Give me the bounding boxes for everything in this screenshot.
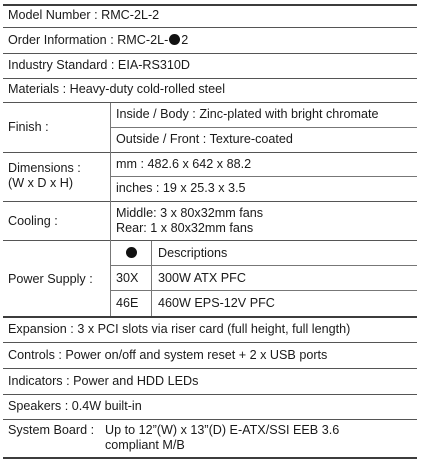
power-supply-header-desc: Descriptions — [158, 246, 228, 260]
inner-rule — [111, 176, 417, 177]
row-rule — [3, 342, 417, 343]
inner-rule — [111, 127, 417, 128]
power-supply-desc-46e: 460W EPS-12V PFC — [158, 296, 275, 310]
model-number-label: Model Number : — [8, 8, 98, 22]
power-code-divider — [151, 241, 152, 316]
row-rule — [3, 201, 417, 202]
industry-standard-label: Industry Standard : — [8, 58, 115, 72]
dimensions-inches-value: 19 x 25.3 x 3.5 — [162, 181, 246, 195]
black-dot-icon — [169, 34, 180, 45]
system-board-value: Up to 12”(W) x 13”(D) E-ATX/SSI EEB 3.6 compliant M/B — [105, 423, 340, 452]
order-information-row — [8, 33, 188, 48]
row-rule — [3, 53, 417, 54]
dimensions-label-line2: (W x D x H) — [8, 176, 74, 190]
controls-label: Controls : — [8, 348, 62, 362]
industry-standard-value: EIA-RS310D — [117, 58, 191, 72]
label-column-divider — [110, 103, 111, 316]
dimensions-mm-value: 482.6 x 642 x 88.2 — [147, 157, 252, 171]
indicators-value: Power and HDD LEDs — [73, 374, 199, 388]
inner-rule — [111, 290, 417, 291]
finish-inside-value: Zinc-plated with bright chromate — [199, 107, 379, 121]
finish-outside-value: Texture-coated — [209, 132, 293, 146]
controls-row — [8, 348, 327, 363]
row-rule — [3, 394, 417, 395]
system-board-label: System Board : — [8, 423, 95, 437]
order-information-label: Order Information : — [8, 33, 114, 47]
dimensions-mm — [116, 157, 251, 172]
order-information-prefix: RMC-2L- — [117, 33, 169, 47]
power-supply-desc-30x: 300W ATX PFC — [158, 271, 246, 285]
table-top-rule — [3, 4, 417, 6]
dimensions-inches — [116, 181, 246, 196]
power-supply-label: Power Supply : — [8, 272, 93, 286]
cooling-middle: Middle: 3 x 80x32mm fans — [116, 206, 263, 220]
row-rule — [3, 240, 417, 241]
cooling-label: Cooling : — [8, 214, 58, 228]
indicators-row — [8, 374, 198, 389]
materials-value: Heavy-duty cold-rolled steel — [69, 82, 225, 96]
speakers-value: 0.4W built-in — [71, 399, 142, 413]
order-information-suffix: 2 — [181, 33, 189, 47]
dimensions-inches-label: inches : — [116, 181, 160, 195]
finish-outside — [116, 132, 293, 147]
power-supply-header-marker — [125, 246, 138, 261]
industry-standard-row — [8, 58, 190, 73]
row-rule — [3, 419, 417, 420]
controls-value: Power on/off and system reset + 2 x USB ports — [65, 348, 328, 362]
speakers-label: Speakers : — [8, 399, 69, 413]
indicators-label: Indicators : — [8, 374, 70, 388]
cooling-rear: Rear: 1 x 80x32mm fans — [116, 221, 254, 235]
finish-inside — [116, 107, 379, 122]
row-rule — [3, 27, 417, 28]
row-rule — [3, 78, 417, 79]
inner-rule — [111, 265, 417, 266]
model-number-row — [8, 8, 159, 23]
power-supply-code-30x: 30X — [116, 271, 139, 285]
expansion-label: Expansion : — [8, 322, 74, 336]
materials-label: Materials : — [8, 82, 67, 96]
dimensions-label-line1: Dimensions : — [8, 161, 81, 175]
section-rule — [3, 316, 417, 318]
black-dot-icon — [126, 247, 137, 258]
dimensions-mm-label: mm : — [116, 157, 144, 171]
speakers-row — [8, 399, 142, 414]
expansion-row — [8, 322, 350, 337]
row-rule — [3, 152, 417, 153]
materials-row — [8, 82, 225, 97]
finish-inside-label: Inside / Body : — [116, 107, 196, 121]
model-number-value: RMC-2L-2 — [101, 8, 160, 22]
power-supply-code-46e: 46E — [116, 296, 139, 310]
finish-label: Finish : — [8, 120, 49, 134]
table-bottom-rule — [3, 457, 417, 459]
finish-outside-label: Outside / Front : — [116, 132, 207, 146]
row-rule — [3, 102, 417, 103]
expansion-value: 3 x PCI slots via riser card (full height, full length) — [77, 322, 351, 336]
row-rule — [3, 368, 417, 369]
